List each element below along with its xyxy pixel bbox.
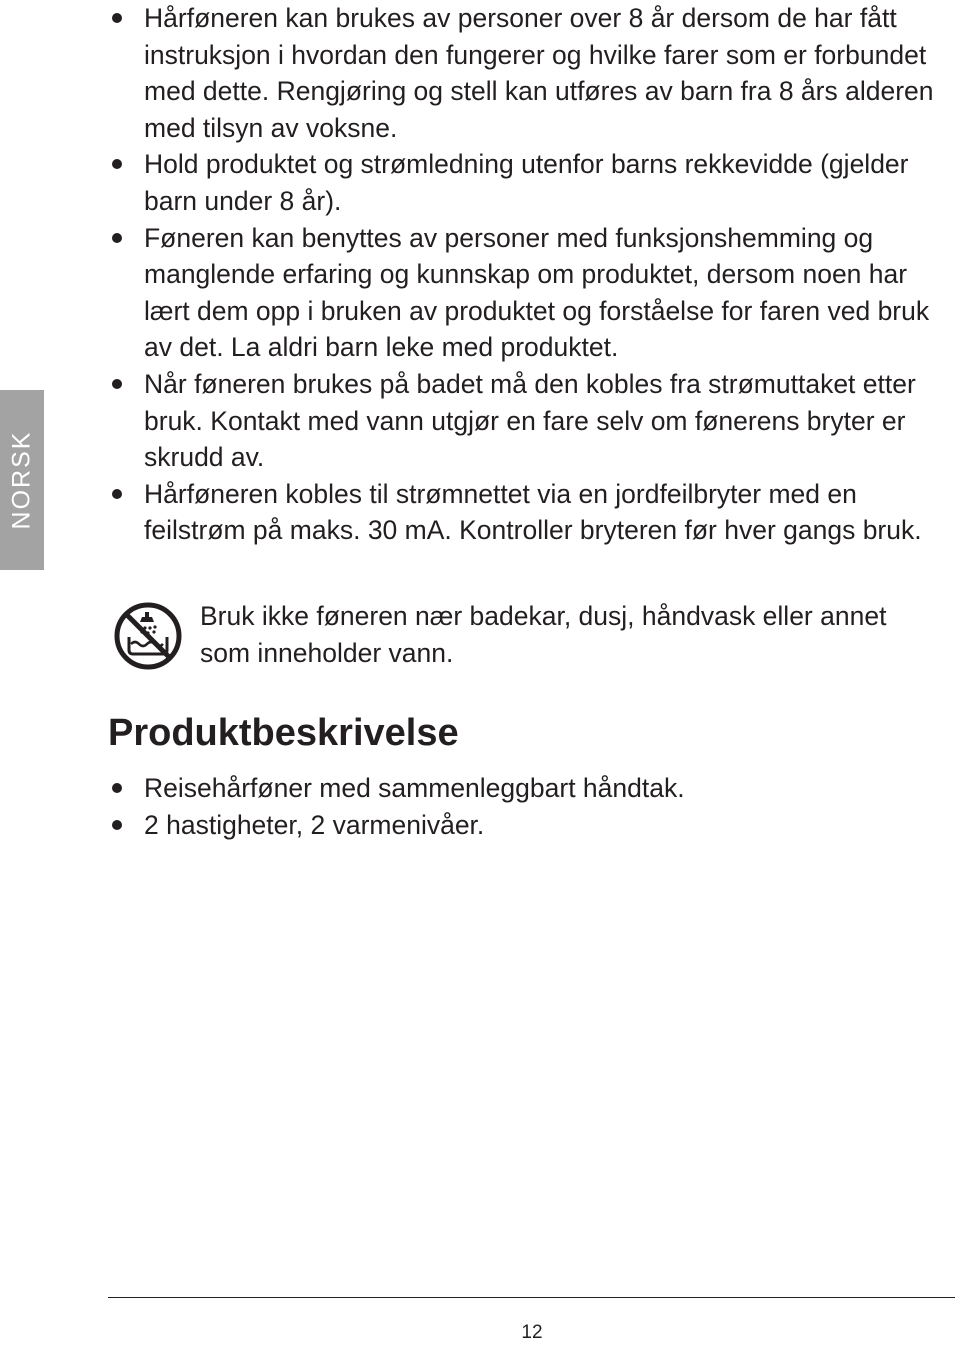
list-item-text: 2 hastigheter, 2 varmenivåer. [144, 809, 485, 840]
language-tab-label: NORSK [7, 430, 36, 530]
list-item-text: Hold produktet og strømledning utenfor barns rekkevidde (gjelder barn under 8 år). [144, 149, 909, 216]
list-item-text: Hårføneren kan brukes av personer over 8 år dersom de har fått instruksjon i hvordan den fungerer og hvilke farer som er forbundet med dette. Rengjøring og stell kan utføres av barn fra 8 års alderen med tilsyn av voksne. [144, 3, 934, 143]
warning-text: Bruk ikke føneren nær badekar, dusj, håndvask eller annet som inneholder vann. [200, 601, 887, 668]
bullet-icon [112, 379, 122, 389]
bullet-icon [112, 783, 122, 793]
list-item [108, 0, 958, 146]
list-item-text: Hårføneren kobles til strømnettet via en jordfeilbryter med en feilstrøm på maks. 30 mA. Kontroller bryteren før hver gangs bruk. [144, 478, 922, 546]
list-item [108, 807, 958, 844]
footer-divider [108, 1297, 955, 1298]
list-item-text: Når føneren brukes på badet må den kobles fra strømuttaket etter bruk. Kontakt med vann utgjør en fare selv om fønerens bryter er skrudd av. [144, 368, 916, 473]
list-item [108, 770, 958, 807]
no-bathing-icon [112, 600, 184, 672]
water-warning [108, 598, 958, 678]
list-item-text: Reisehårføner med sammenleggbart håndtak. [144, 773, 685, 803]
bullet-icon [112, 489, 122, 499]
list-item [108, 366, 958, 476]
section-heading: Produktbeskrivelse [108, 712, 459, 754]
page-number: 12 [521, 1322, 543, 1343]
bullet-icon [112, 820, 122, 830]
list-item [108, 146, 958, 219]
bullet-icon [112, 159, 122, 169]
bullet-icon [112, 233, 122, 243]
list-item-text: Føneren kan benyttes av personer med funksjonshemming og manglende erfaring og kunnskap om produktet, dersom noen har lært dem opp i bruken av produktet og forståelse for faren ved bruk av det. La aldri barn leke med produktet. [144, 222, 930, 363]
language-side-tab [0, 390, 44, 570]
list-item [108, 476, 958, 549]
list-item [108, 220, 958, 366]
product-description-list [108, 770, 958, 843]
safety-instructions-list [108, 0, 958, 549]
bullet-icon [112, 13, 122, 23]
